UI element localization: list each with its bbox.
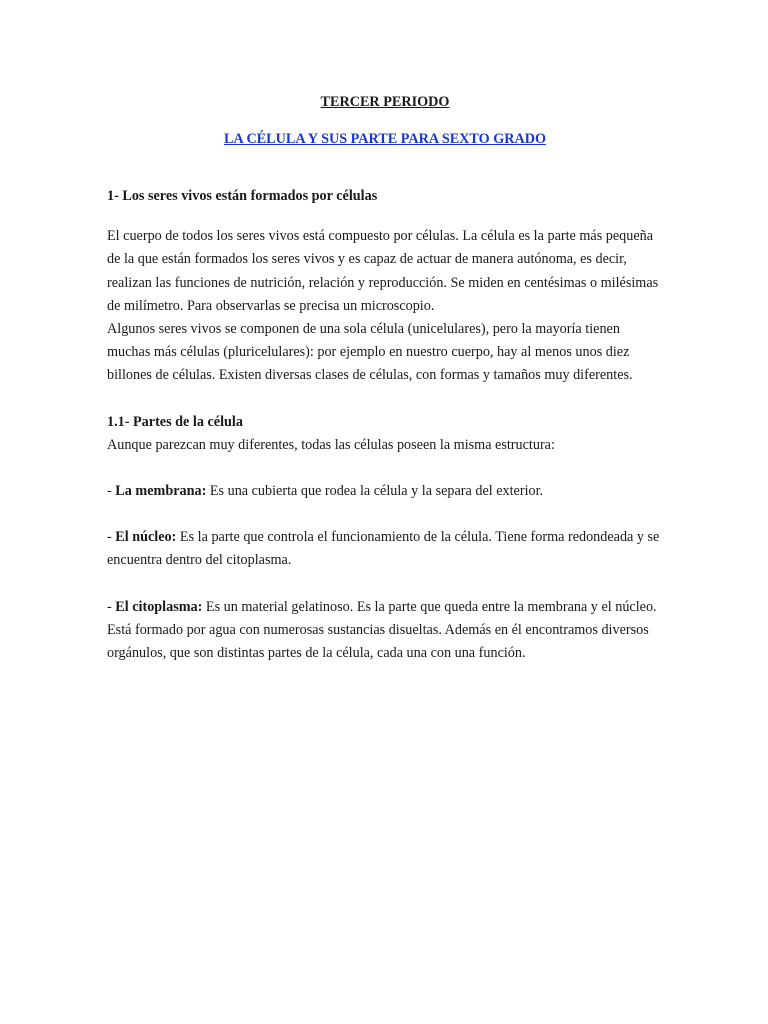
item-label: El citoplasma: — [115, 598, 203, 615]
item-text: Es una cubierta que rodea la célula y la separa del exterior. — [206, 483, 544, 500]
item-prefix: - — [107, 529, 116, 546]
section-heading-1: 1- Los seres vivos están formados por células — [107, 188, 378, 204]
item-prefix: - — [107, 483, 116, 500]
item-label: La membrana: — [115, 483, 207, 500]
document-title: TERCER PERIODO — [320, 94, 450, 110]
section-1-paragraph-2: Algunos seres vivos se componen de una sola célula (unicelulares), pero la mayoría tienen muchas más células (pluricelulares): por ejemplo en nuestro cuerpo, hay al menos unos diez billones de células. Existen diversas clases de células, con formas y tamaños muy diferentes. — [107, 321, 633, 384]
item-prefix: - — [107, 598, 116, 615]
item-text: Es la parte que controla el funcionamiento de la célula. Tiene forma redondeada y se encuentra dentro del citoplasma. — [107, 529, 660, 569]
cell-part-item-citoplasma — [107, 596, 663, 666]
item-text: Es un material gelatinoso. Es la parte que queda entre la membrana y el núcleo. Está formado por agua con numerosas sustancias disueltas. Además en él encontramos diversos orgánulos, que son distintas partes de la célula, cada una con una función. — [107, 598, 657, 662]
item-label: El núcleo: — [115, 529, 177, 546]
cell-part-item-nucleo — [107, 526, 663, 572]
document-subtitle-link[interactable]: LA CÉLULA Y SUS PARTE PARA SEXTO GRADO — [223, 131, 547, 147]
cell-part-item-membrana — [107, 480, 663, 503]
section-1-1-intro: Aunque parezcan muy diferentes, todas las células poseen la misma estructura: — [107, 436, 555, 453]
section-heading-1-1: 1.1- Partes de la célula — [107, 413, 243, 430]
section-1-paragraph-1: El cuerpo de todos los seres vivos está compuesto por células. La célula es la parte más pequeña de la que están formados los seres vivos y es capaz de actuar de manera autónoma, es decir, realizan las funciones de nutrición, relación y reproducción. Se miden en centésimas o milésimas de milímetro. Para observarlas se precisa un microscopio. — [107, 228, 659, 314]
document-body — [107, 91, 663, 665]
